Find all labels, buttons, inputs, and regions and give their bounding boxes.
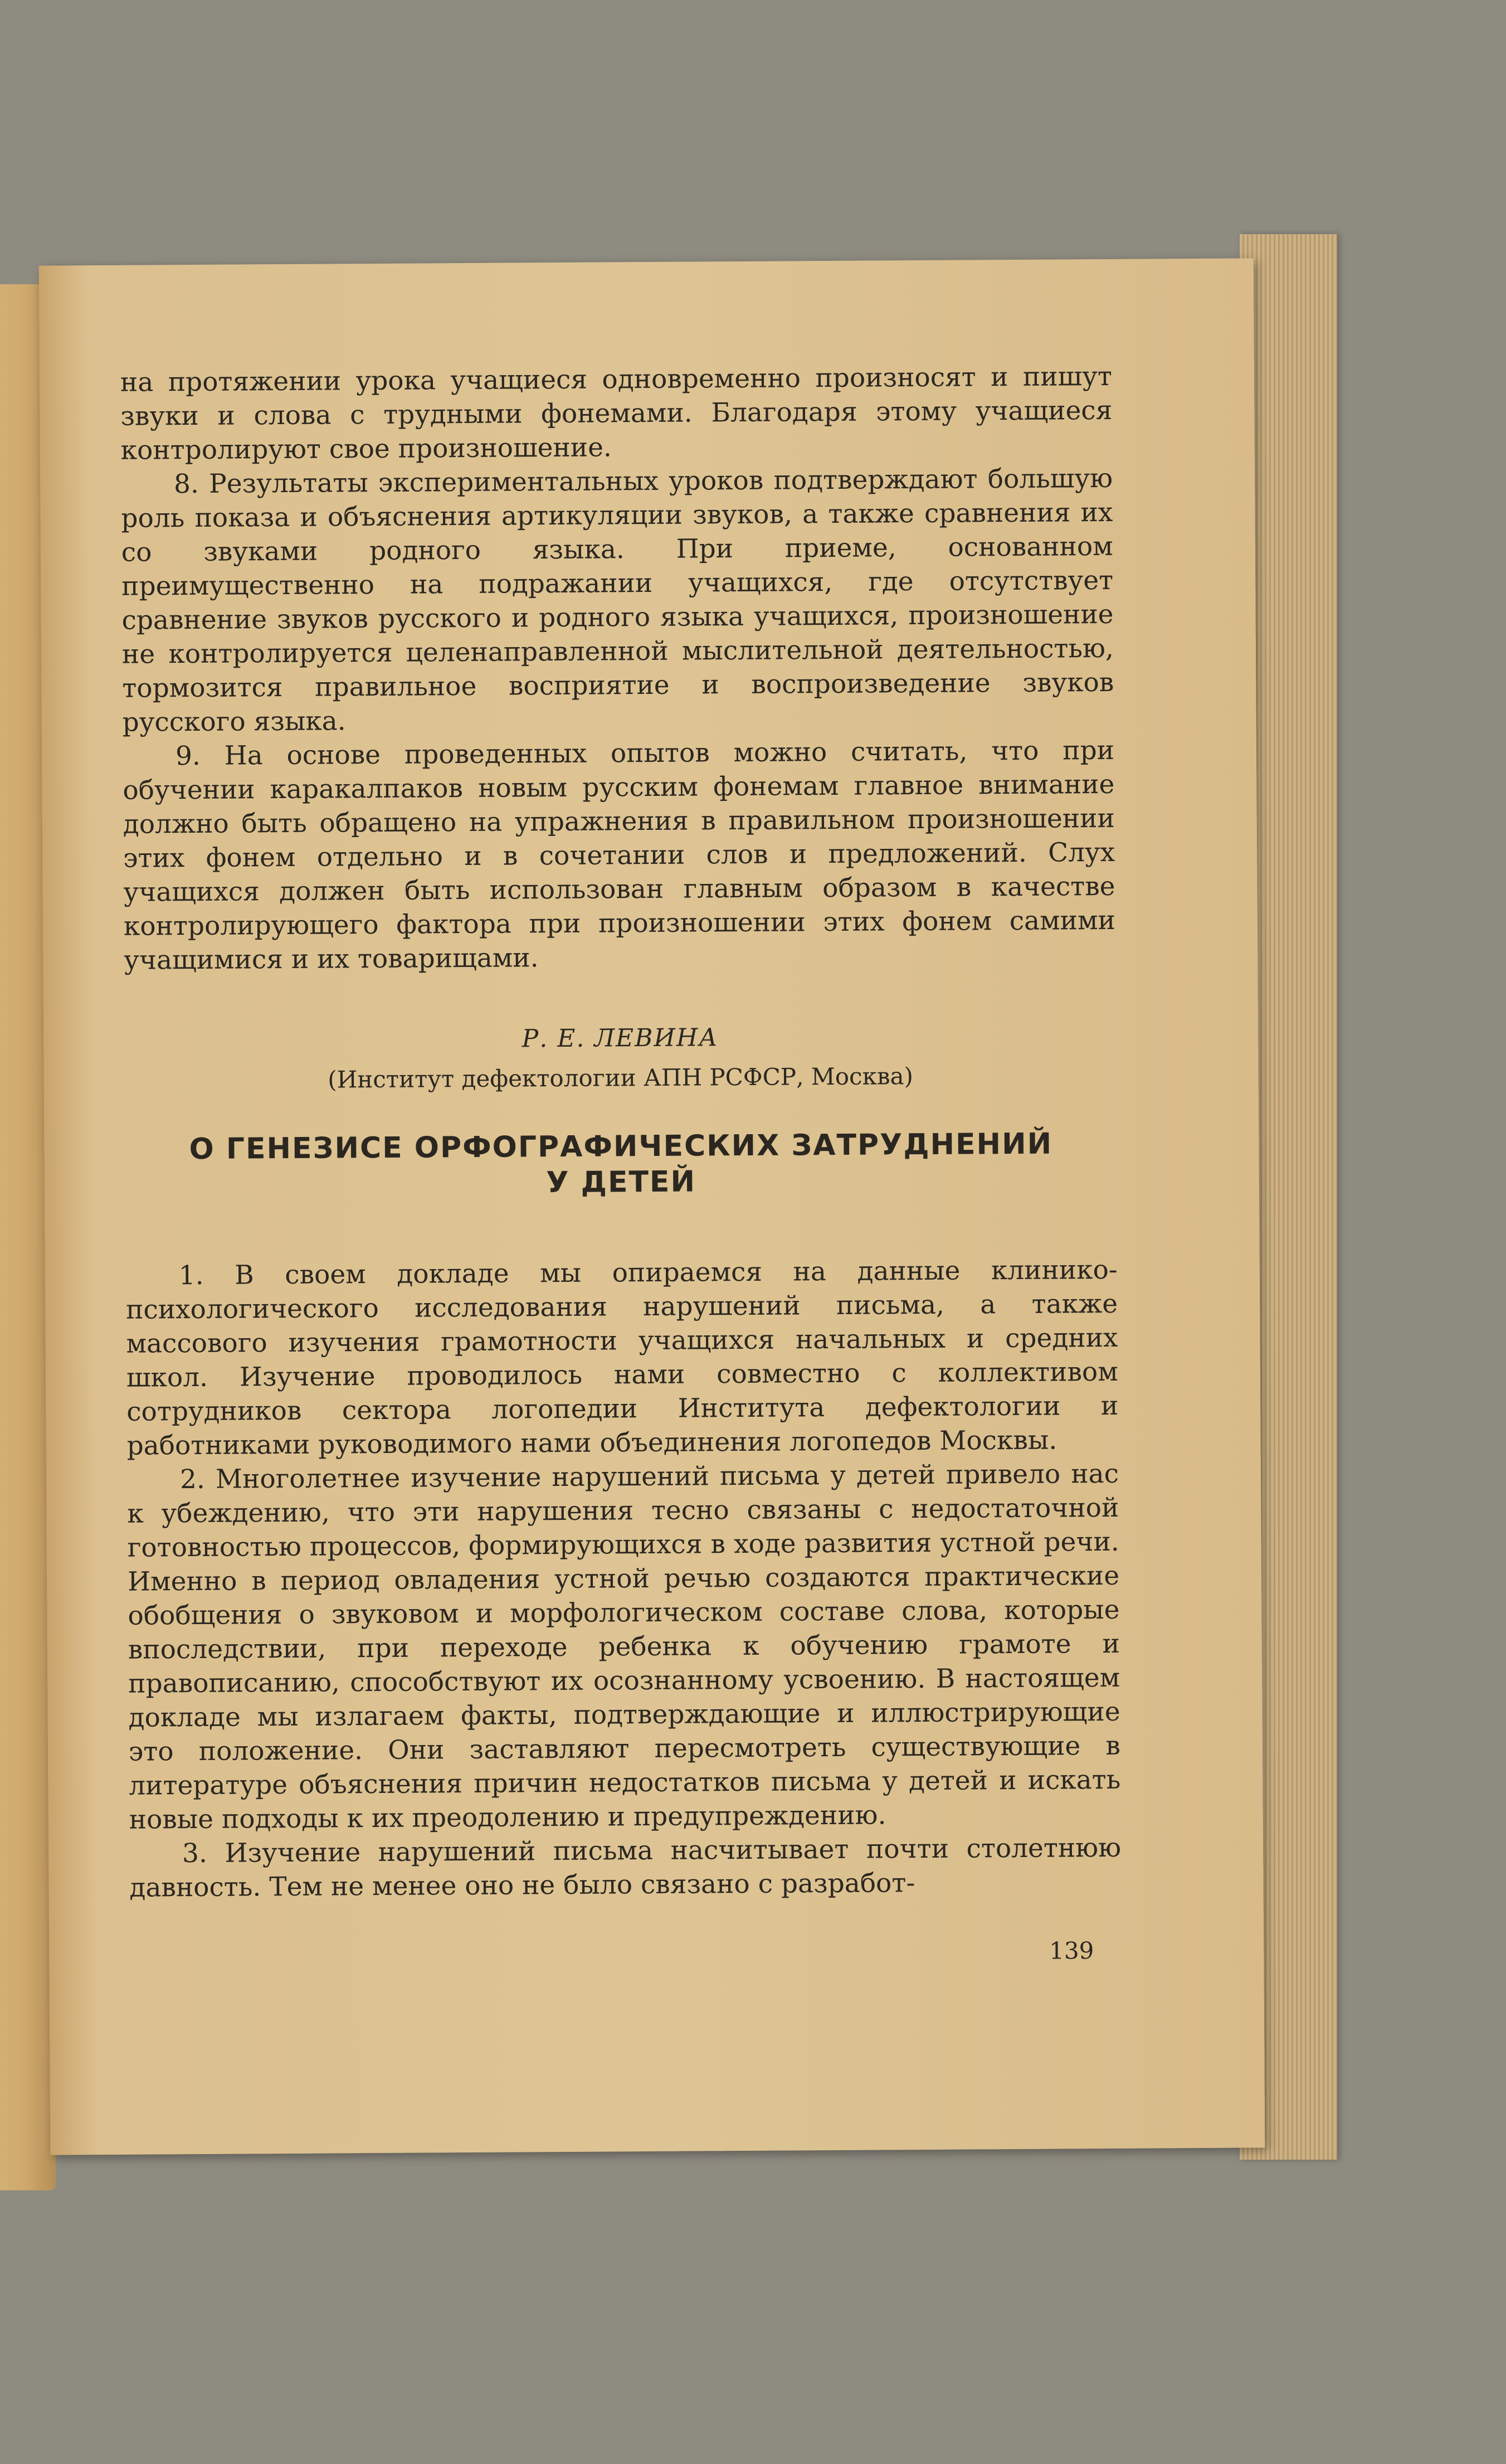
article-body xyxy=(126,1253,1122,1905)
author-name: Р. Е. ЛЕВИНА xyxy=(522,1023,719,1053)
article-title xyxy=(125,1126,1117,1203)
book-page xyxy=(39,258,1265,2155)
paragraph-9: 9. На основе проведенных опытов можно считать, что при обучении каракалпаков новым русским фонемам главное внимание должно быть обращено на упражнения в правильном произношении этих фонем отдельно и в сочетании слов и предложений. Слух учащихся должен быть использован главным образом в качестве контролирующего фактора при произношении этих фонем самими учащимися и их товарищами. xyxy=(123,735,1116,976)
page-number: 139 xyxy=(1049,1937,1094,1965)
article-paragraph-3: 3. Изучение нарушений письма насчитывает почти столетнюю давность. Тем не менее оно не было связано с разработ- xyxy=(129,1832,1122,1903)
author-affiliation: (Институт дефектологии АПН РСФСР, Москва) xyxy=(328,1062,914,1094)
article-title-line-2: У ДЕТЕЙ xyxy=(546,1165,696,1200)
article-paragraph-2: 2. Многолетнее изучение нарушений письма у детей привело нас к убеждению, что эти нарушения тесно связаны с недостаточной готовностью процессов, формирующихся в ходе развития устной речи. Именно в период овладения устной речью создаются практические обобщения о звуковом и морфологическом составе слова, которые впоследствии, при переходе ребенка к обучению грамоте и правописанию, способствуют их осознанному усвоению. В настоящем докладе мы излагаем факты, подтверждающие и иллюстрирующие это положение. Они заставляют пересмотреть существующие в литературе объяснения причин недостатков письма у детей и искать новые подходы к их преодолению и предупреждению. xyxy=(127,1458,1121,1835)
page-text xyxy=(120,359,1122,1905)
paragraph-8: 8. Результаты экспериментальных уроков подтверждают большую роль показа и объяснения артикуляции звуков, а также сравнения их со звуками родного языка. При приеме, основанном преимущественно на подражании учащихся, где отсутствует сравнение звуков русского и родного языка учащихся, произношение не контролируется целенаправленной мыслительной деятельностью, тормозится правильное восприятие и воспроизведение звуков русского языка. xyxy=(121,463,1114,738)
article-title-line-1: О ГЕНЕЗИСЕ ОРФОГРАФИЧЕСКИХ ЗАТРУДНЕНИЙ xyxy=(189,1127,1053,1167)
article-paragraph-1: 1. В своем докладе мы опираемся на данные клинико-психологического исследования нарушений письма, а также массового изучения грамотности учащихся начальных и средних школ. Изучение проводилось нами совместно с коллективом сотрудников сектора логопедии Института дефектологии и работниками руководимого нами объединения логопедов Москвы. xyxy=(125,1254,1119,1461)
paragraph-continuation: на протяжении урока учащиеся одновременно произносят и пишут звуки и слова с трудными фонемами. Благодаря этому учащиеся контролируют свое произношение. xyxy=(120,361,1113,466)
